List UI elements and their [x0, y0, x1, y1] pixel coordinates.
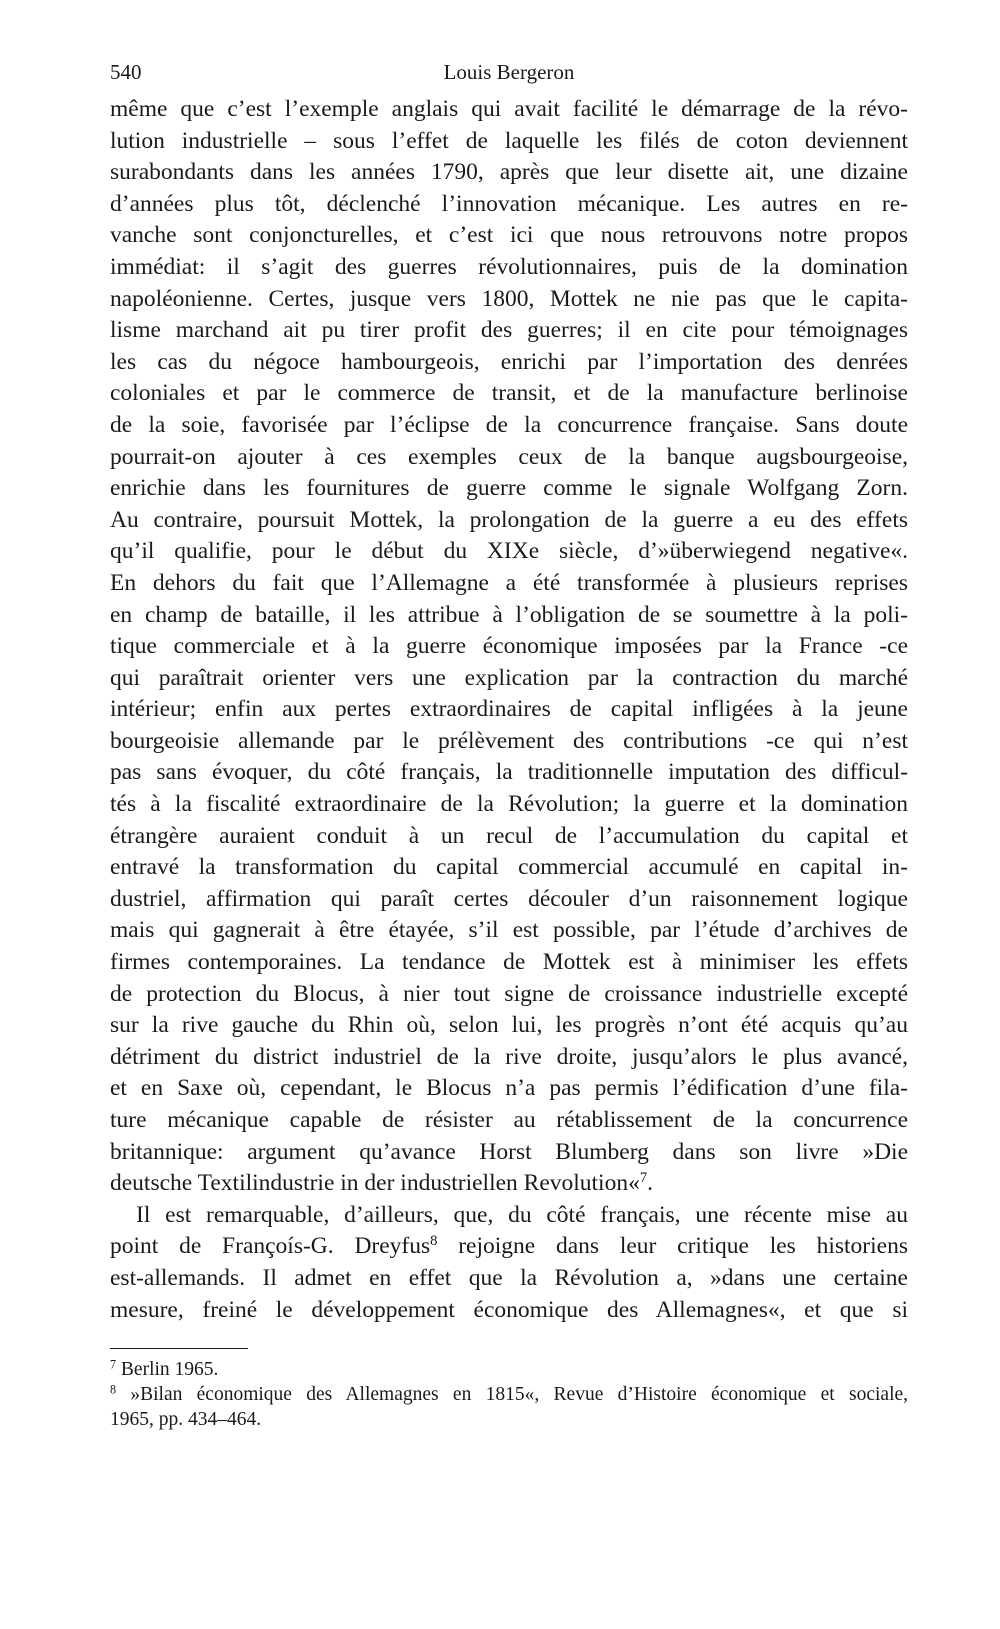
footnote-line: 1965, pp. 434–464.	[110, 1409, 262, 1431]
text-line: lisme marchand ait pu tirer profit des guerres; il en cite pour témoignages	[110, 317, 908, 344]
text-line: mesure, freiné le développement économique des Allemagnes«, et que si	[110, 1296, 908, 1323]
footnote-text: Berlin 1965.	[120, 1359, 219, 1381]
footnote-separator	[110, 1348, 248, 1349]
text-line: vanche sont conjoncturelles, et c’est ici que nous retrouvons notre propos	[110, 222, 908, 249]
text-line: bourgeoisie allemande par le prélèvement des contributions -ce qui n’est	[110, 727, 908, 754]
text-line: firmes contemporaines. La tendance de Mottek est à minimiser les effets	[110, 949, 908, 976]
text-line: est-allemands. Il admet en effet que la Révolution a, »dans une certaine	[110, 1264, 908, 1291]
body-paragraph-2	[110, 1200, 908, 1326]
text-line: les cas du négoce hambourgeois, enrichi par l’importation des denrées	[110, 348, 908, 375]
text-line: enrichie dans les fournitures de guerre comme le signale Wolfgang Zorn.	[110, 475, 908, 502]
footnote-text: »Bilan économique des Allemagnes en 1815«, Revue d’Histoire économique et sociale,	[130, 1384, 909, 1406]
page-number: 540	[110, 60, 142, 84]
text-line: lution industrielle – sous l’effet de laquelle les filés de coton deviennent	[110, 127, 908, 154]
footnote-number: 8	[110, 1382, 117, 1397]
book-page	[110, 60, 908, 1432]
text-line: immédiat: il s’agit des guerres révolutionnaires, puis de la domination	[110, 253, 908, 280]
text-line: tés à la fiscalité extraordinaire de la Révolution; la guerre et la domination	[110, 791, 908, 818]
text-line: entravé la transformation du capital commercial accumulé en capital in-	[110, 854, 908, 881]
text-line: Il est remarquable, d’ailleurs, que, du côté français, une récente mise au	[136, 1201, 908, 1228]
text-line: mais qui gagnerait à être étayée, s’il est possible, par l’étude d’archives de	[110, 917, 908, 944]
text-line: qui paraîtrait orienter vers une explication par la contraction du marché	[110, 664, 908, 691]
text-line: détriment du district industriel de la rive droite, jusqu’alors le plus avancé,	[110, 1043, 908, 1070]
footnote-line	[110, 1357, 908, 1382]
text-line: ture mécanique capable de résister au rétablissement de la concurrence	[110, 1107, 908, 1133]
footnote-ref-8[interactable]: 8	[430, 1233, 438, 1250]
running-title: Louis Bergeron	[443, 60, 575, 84]
text-line: et en Saxe où, cependant, le Blocus n’a pas permis l’édification d’une fila-	[110, 1075, 908, 1102]
text-line: étrangère auraient conduit à un recul de l’accumulation du capital et	[110, 822, 908, 849]
text-line: d’années plus tôt, déclenché l’innovation mécanique. Les autres en re-	[110, 190, 908, 217]
footnote-8	[110, 1382, 908, 1432]
text-line: napoléonienne. Certes, jusque vers 1800, Mottek ne nie pas que le capita-	[110, 285, 908, 312]
text-line: qu’il qualifie, pour le début du XIXe siècle, d’»überwiegend negative«.	[110, 538, 908, 565]
footnote-line	[110, 1382, 908, 1407]
body-paragraph-1	[110, 94, 908, 1200]
text-line	[110, 1168, 908, 1200]
footnote-ref-7[interactable]: 7	[639, 1170, 648, 1187]
text-line: pas sans évoquer, du côté français, la traditionnelle imputation des difficul-	[110, 759, 908, 786]
text-line: En dehors du fait que l’Allemagne a été transformée à plusieurs reprises	[110, 569, 908, 596]
text-line: dustriel, affirmation qui paraît certes découler d’un raisonnement logique	[110, 885, 908, 912]
footnote-number: 7	[110, 1357, 117, 1372]
text-line: coloniales et par le commerce de transit, et de la manufacture berlinoise	[110, 380, 908, 407]
text-line: de la soie, favorisée par l’éclipse de la concurrence française. Sans doute	[110, 411, 908, 438]
text-line: Au contraire, poursuit Mottek, la prolongation de la guerre a eu des effets	[110, 506, 908, 533]
text-run: point de Françoís-G. Dreyfus	[110, 1233, 431, 1260]
text-line: surabondants dans les années 1790, après que leur disette ait, une dizaine	[110, 159, 908, 186]
footnote-7	[110, 1357, 908, 1382]
text-line: en champ de bataille, il les attribue à l’obligation de se soumettre à la poli-	[110, 601, 908, 628]
text-line: intérieur; enfin aux pertes extraordinaires de capital infligées à la jeune	[110, 696, 908, 723]
text-run: rejoigne dans leur critique les historiens	[437, 1233, 908, 1260]
running-head	[110, 60, 908, 94]
text-line: tique commerciale et à la guerre économique imposées par la France -ce	[110, 633, 908, 660]
text-line: pourrait-on ajouter à ces exemples ceux de la banque augsbourgeoise,	[110, 443, 908, 470]
text-line: même que c’est l’exemple anglais qui avait facilité le démarrage de la révo-	[110, 96, 908, 122]
text-run: deutsche Textilindustrie in der industriellen Revolution«	[110, 1170, 640, 1197]
footnotes	[110, 1357, 908, 1432]
text-run: .	[647, 1170, 653, 1197]
text-line: britannique: argument qu’avance Horst Blumberg dans son livre »Die	[110, 1138, 908, 1165]
text-line: sur la rive gauche du Rhin où, selon lui, les progrès n’ont été acquis qu’au	[110, 1012, 908, 1039]
text-line: de protection du Blocus, à nier tout signe de croissance industrielle excepté	[110, 980, 908, 1007]
text-line	[110, 1231, 908, 1263]
